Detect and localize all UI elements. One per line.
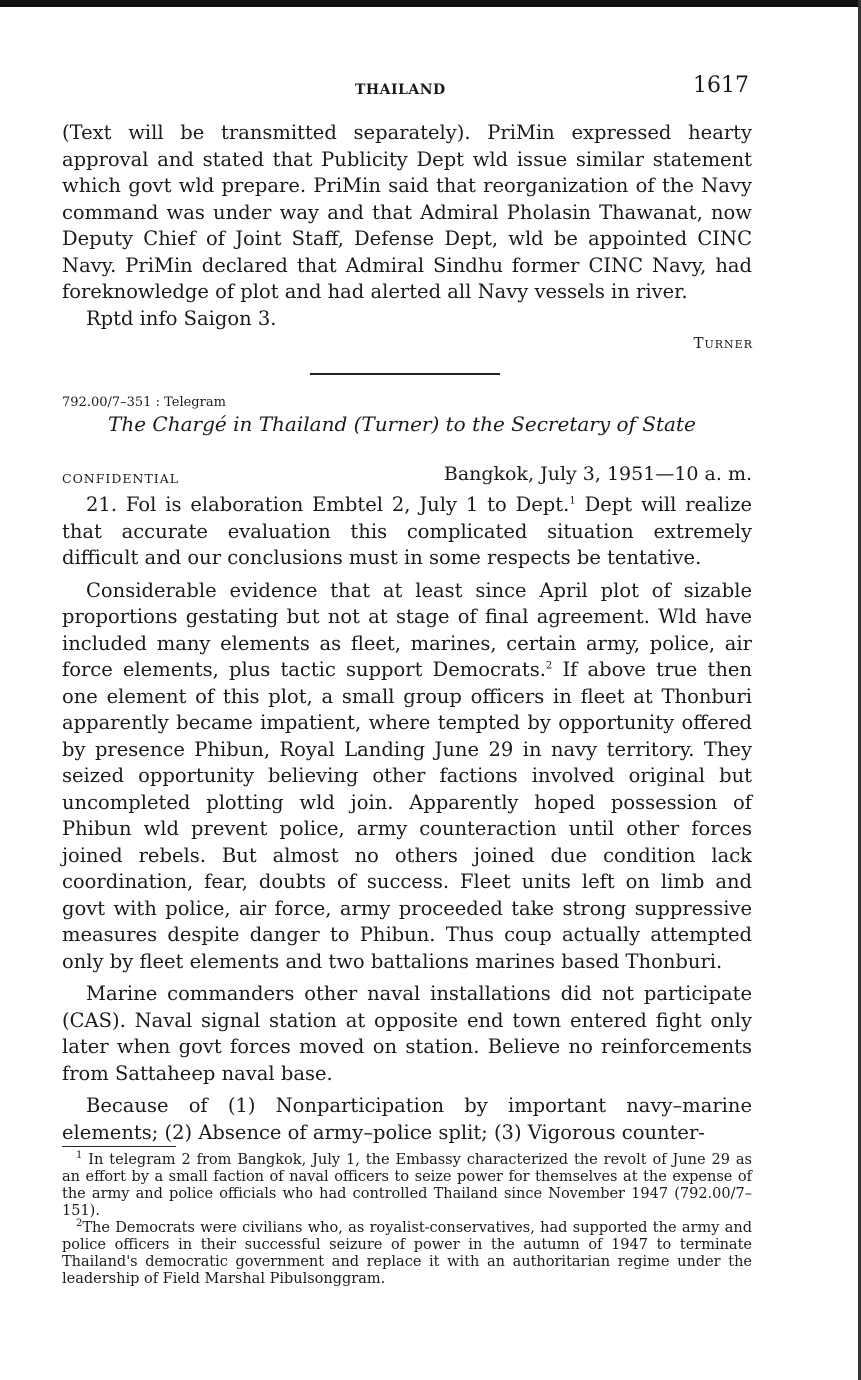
classification: CONFIDENTIAL	[62, 471, 180, 486]
file-reference: 792.00/7–351 : Telegram	[62, 395, 226, 410]
paragraph-4: Because of (1) Nonparticipation by important navy–marine elements; (2) Absence of army–police split; (3) Vigorous counter-	[62, 1094, 752, 1144]
classification-line	[62, 463, 752, 487]
footnote-2	[62, 1220, 752, 1288]
dateline: Bangkok, July 3, 1951—10 a. m.	[443, 463, 752, 485]
footnote-1	[62, 1152, 752, 1220]
running-title: THAILAND	[355, 82, 446, 98]
footnote-2-text: The Democrats were civilians who, as royalist-conservatives, had supported the army and police officers in their successful seizure of power in the autumn of 1947 to terminate Thailand's democratic government and replace it with an authoritarian regime under the leadership of Field Marshal Pibulsonggram.	[62, 1220, 752, 1287]
footnote-ref-1: 1	[569, 495, 576, 507]
section-divider	[310, 373, 500, 375]
paragraph-2	[62, 578, 752, 976]
paragraph-1-text-cont: Dept will realize that accurate evaluation this complicated situation extremely difficult and our conclusions must in some respects be tentative.	[62, 493, 753, 569]
footnote-2-mark: 2	[76, 1218, 83, 1230]
paragraph-2-text: Considerable evidence that at least since April plot of sizable proportions gestating but not at stage of final agreement. Wld have included many elements as fleet, marines, certain army, police, air force elements, plus tactic support Democrats.	[62, 578, 752, 681]
paragraph-3: Marine commanders other naval installations did not participate (CAS). Naval signal station at opposite end town entered fight only later when govt forces moved on station. Believe no reinforcements from Sattaheep naval base.	[62, 982, 752, 1085]
paragraph-1-text: 21. Fol is elaboration Embtel 2, July 1 to Dept.	[86, 493, 570, 516]
footnote-rule	[62, 1146, 176, 1147]
footnote-ref-2: 2	[545, 660, 553, 672]
top-border-rule	[0, 0, 861, 7]
running-head	[0, 73, 861, 103]
page-number: 1617	[693, 73, 749, 98]
repeated-info: Rptd info Saigon 3.	[86, 306, 277, 330]
footnote-1-text: In telegram 2 from Bangkok, July 1, the Embassy characterized the revolt of June 29 as an effort by a small faction of naval officers to seize power for themselves at the expense of the army and police officials who had controlled Thailand since November 1947 (792.00/7–151).	[62, 1152, 752, 1219]
paragraph-2-text-cont: If above true then one element of this plot, a small group officers in fleet at Thonburi apparently became impatient, where tempted by opportunity offered by presence Phibun, Royal Landing June 29 in navy territory. They seized opportunity believing other factions involved original but uncompleted plotting wld join. Apparently hoped possession of Phibun wld prevent police, army counteraction until other forces joined rebels. But almost no others joined due condition lack coordination, fear, doubts of success. Fleet units left on limb and govt with police, air force, army proceeded take strong suppressive measures despite danger to Phibun. Thus coup actually attempted only by fleet elements and two battalions marines based Thonburi.	[62, 658, 752, 973]
document-title: The Chargé in Thailand (Turner) to the Secretary of State	[108, 412, 696, 436]
footnotes	[62, 1152, 752, 1288]
telegram-body	[62, 492, 752, 1146]
footnote-1-mark: 1	[76, 1150, 83, 1162]
continuation-paragraph: (Text will be transmitted separately). PriMin expressed hearty approval and stated that Publicity Dept wld issue similar statement which govt wld prepare. PriMin said that reorganization of the Navy command was under way and that Admiral Pholasin Thawanat, now Deputy Chief of Joint Staff, Defense Dept, wld be appointed CINC Navy. PriMin declared that Admiral Sindhu former CINC Navy, had foreknowledge of plot and had alerted all Navy vessels in river.	[62, 121, 752, 303]
continuation-block	[62, 120, 752, 332]
paragraph-1	[62, 492, 752, 572]
signature-turner: Turner	[693, 334, 753, 352]
